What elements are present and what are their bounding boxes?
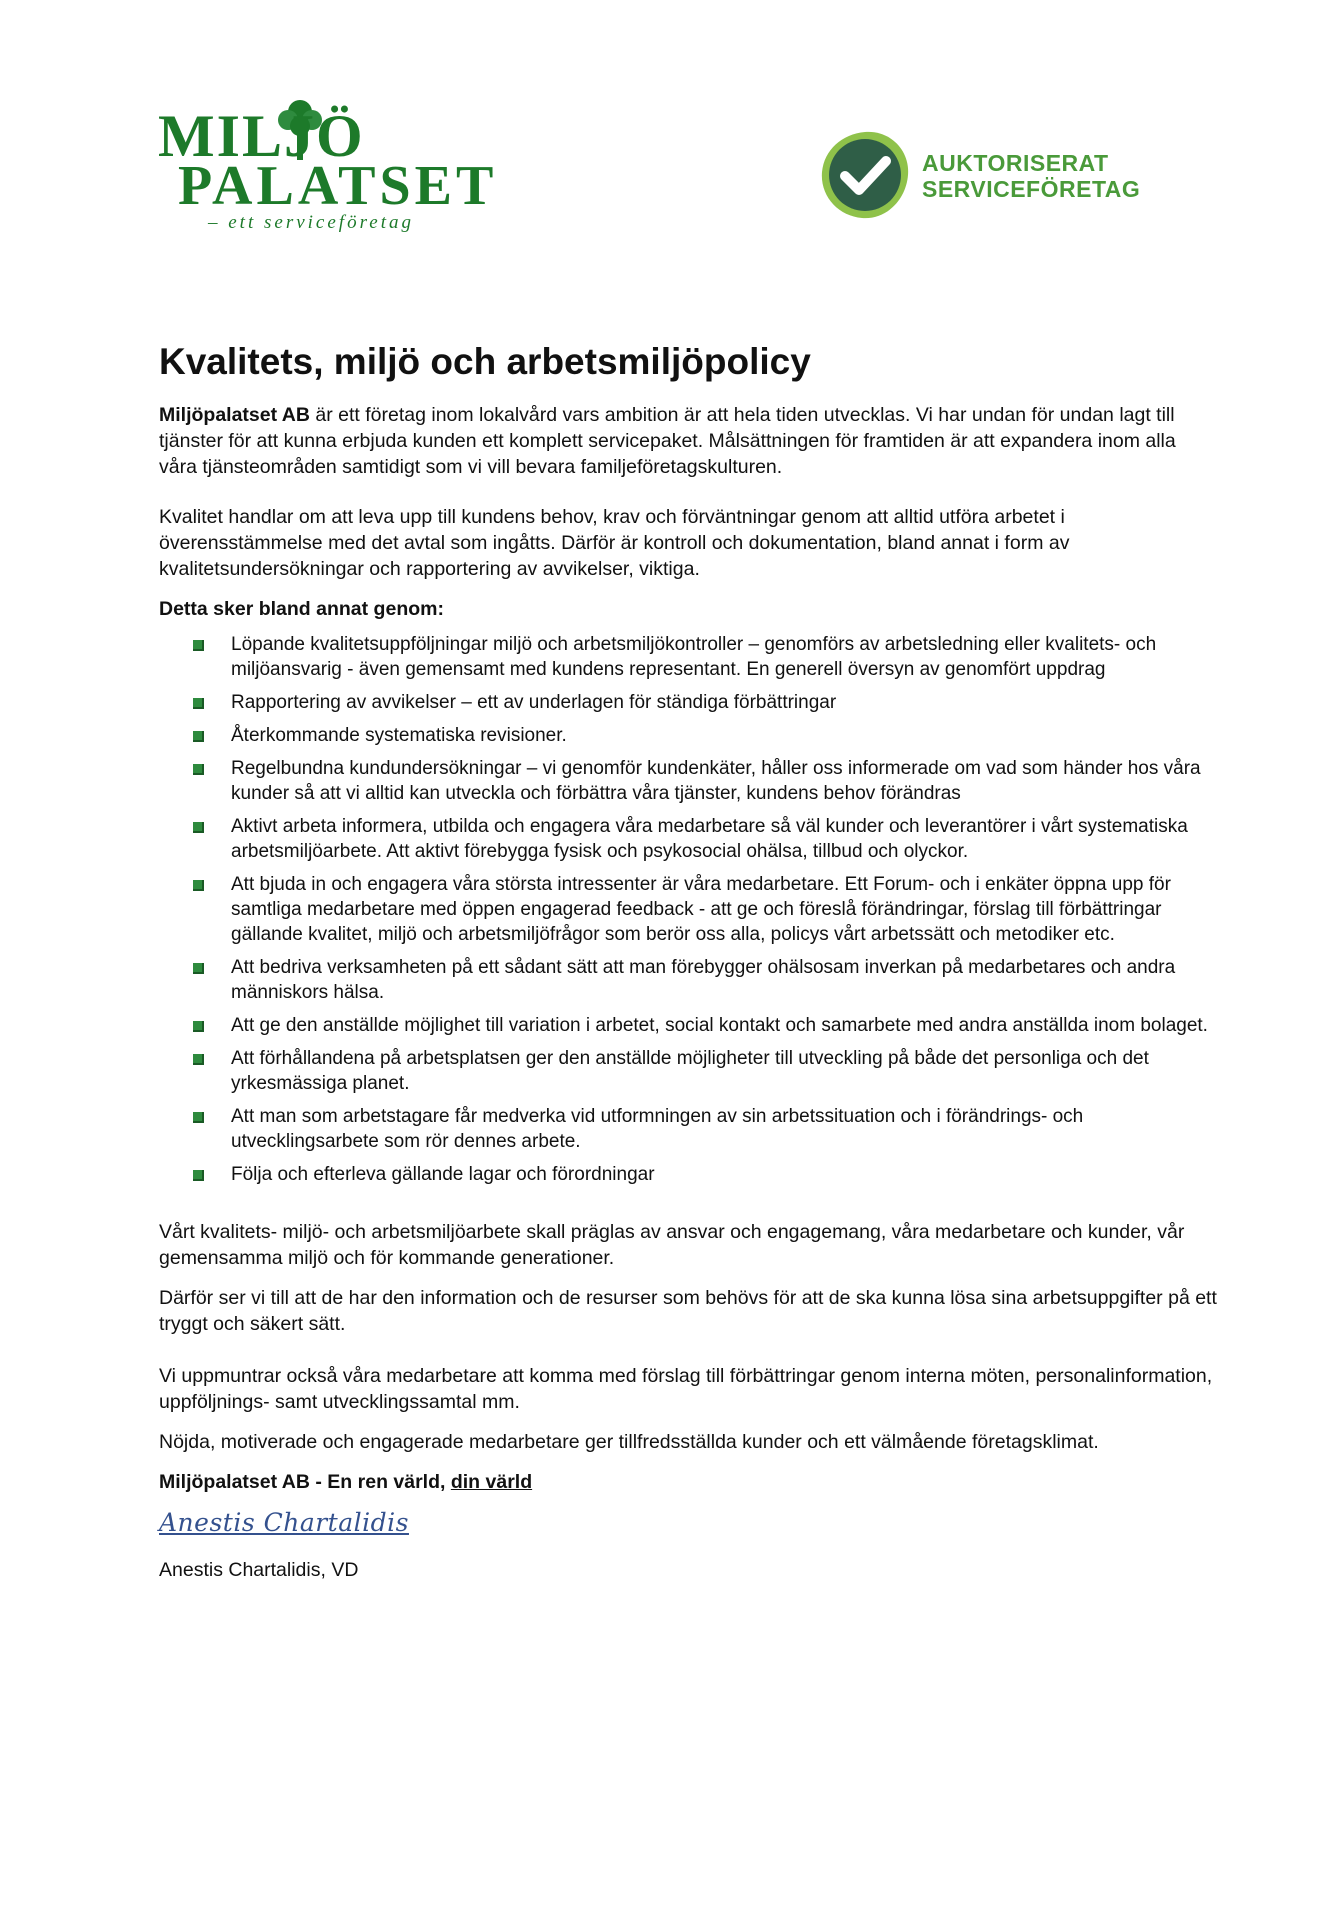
list-item: Regelbundna kundundersökningar – vi genomför kundenkäter, håller oss informerade om vad som händer hos våra kunder så att vi alltid kan utveckla och förbättra våra tjänster, kundens behov förändras: [191, 756, 1217, 806]
bullet-icon: [193, 764, 204, 775]
closing-paragraph-3: Vi uppmuntrar också våra medarbetare att komma med förslag till förbättringar genom interna möten, personalinformation, uppföljnings- samt utvecklingssamtal mm.: [159, 1365, 1213, 1413]
list-item: Rapportering av avvikelser – ett av underlagen för ständiga förbättringar: [191, 690, 1217, 715]
bullet-icon: [193, 822, 204, 833]
bullet-icon: [193, 1021, 204, 1032]
intro-paragraph: [159, 402, 1217, 480]
slogan-company: Miljöpalatset AB -: [159, 1471, 328, 1493]
list-item: Aktivt arbeta informera, utbilda och engagera våra medarbetare så väl kunder och leverantörer i vårt systematiska arbetsmiljöarbete. Att aktivt förebygga fysisk och psykosocial ohälsa, tillbud och olyckor.: [191, 814, 1217, 864]
list-item: Återkommande systematiska revisioner.: [191, 723, 1217, 748]
closing-section: [159, 1219, 1217, 1455]
quality-paragraph: Kvalitet handlar om att leva upp till kundens behov, krav och förväntningar genom att alltid utföra arbetet i överensstämmelse med det avtal som ingåtts. Därför är kontroll och dokumentation, bland annat i form av kvalitetsundersökningar och rapportering av avvikelser, viktiga.: [159, 506, 1070, 580]
miljopalatset-logo: [158, 96, 498, 236]
bullet-icon: [193, 698, 204, 709]
bullet-icon: [193, 1112, 204, 1123]
intro-text: är ett företag inom lokalvård vars ambition är att hela tiden utvecklas. Vi har undan för undan lagt till tjänster för att kunna erbjuda kunden ett komplett servicepaket. Målsättningen för framtiden är att expandera inom alla våra tjänsteområden samtidigt som vi vill bevara familjeföretagskulturen.: [159, 404, 1176, 478]
list-item: Att förhållandena på arbetsplatsen ger den anställde möjligheter till utveckling på både det personliga och det yrkesmässiga planet.: [191, 1046, 1217, 1096]
handwritten-signature: Anestis Chartalidis: [159, 1508, 409, 1537]
badge-text-line2: SERVICEFÖRETAG: [922, 176, 1141, 202]
badge-text-line1: AUKTORISERAT: [922, 150, 1109, 176]
list-item: Att man som arbetstagare får medverka vid utformningen av sin arbetssituation och i förändrings- och utvecklingsarbete som rör dennes arbete.: [191, 1104, 1217, 1154]
list-item: Följa och efterleva gällande lagar och förordningar: [191, 1162, 1217, 1187]
measures-list: [159, 632, 1217, 1187]
bullet-icon: [193, 1170, 204, 1181]
list-item: Att bjuda in och engagera våra största intressenter är våra medarbetare. Ett Forum- och i enkäter öppna upp för samtliga medarbetare med öppen engagerad feedback - att ge och föreslå förändringar, förslag till förbättringar gällande kvalitet, miljö och arbetsmiljöfrågor som berör oss alla, policys vårt arbetssätt och metodiker etc.: [191, 872, 1217, 947]
closing-paragraph-4: Nöjda, motiverade och engagerade medarbetare ger tillfredsställda kunder och ett välmående företagsklimat.: [159, 1431, 1099, 1453]
list-item: Att ge den anställde möjlighet till variation i arbetet, social kontakt och samarbete med andra anställda inom bolaget.: [191, 1013, 1217, 1038]
list-heading: Detta sker bland annat genom:: [159, 598, 444, 620]
bullet-icon: [193, 880, 204, 891]
company-slogan: [159, 1469, 1217, 1495]
list-item: Att bedriva verksamheten på ett sådant sätt att man förebygger ohälsosam inverkan på medarbetares och andra människors hälsa.: [191, 955, 1217, 1005]
closing-paragraph-1: Vårt kvalitets- miljö- och arbetsmiljöarbete skall präglas av ansvar och engagemang, våra medarbetare och kunder, vår gemensamma miljö och för kommande generationer.: [159, 1221, 1185, 1269]
closing-paragraph-2: Därför ser vi till att de har den information och de resurser som behövs för att de ska kunna lösa sina arbetsuppgifter på ett tryggt och säkert sätt.: [159, 1287, 1217, 1335]
document-body: [159, 340, 1217, 1583]
logo-word-palatset: PALATSET: [178, 155, 498, 217]
bullet-icon: [193, 731, 204, 742]
bullet-icon: [193, 963, 204, 974]
document-title: Kvalitets, miljö och arbetsmiljöpolicy: [159, 341, 811, 382]
slogan-part1: En ren värld,: [327, 1471, 451, 1493]
list-item: Löpande kvalitetsuppföljningar miljö och arbetsmiljökontroller – genomförs av arbetsledning eller kvalitets- och miljöansvarig - även gemensamt med kundens representant. En generell översyn av genomfört uppdrag: [191, 632, 1217, 682]
checkmark-badge-icon: [818, 128, 912, 222]
auktoriserat-logo: [818, 112, 1178, 238]
slogan-part2: din värld: [450, 1471, 533, 1493]
logo-word-miljo: MILJÖ: [158, 103, 365, 169]
bullet-icon: [193, 640, 204, 651]
logo-tagline: – ett serviceföretag: [208, 212, 414, 233]
signer-name: Anestis Chartalidis, VD: [159, 1559, 359, 1581]
bullet-icon: [193, 1054, 204, 1065]
intro-company: Miljöpalatset AB: [159, 404, 310, 426]
